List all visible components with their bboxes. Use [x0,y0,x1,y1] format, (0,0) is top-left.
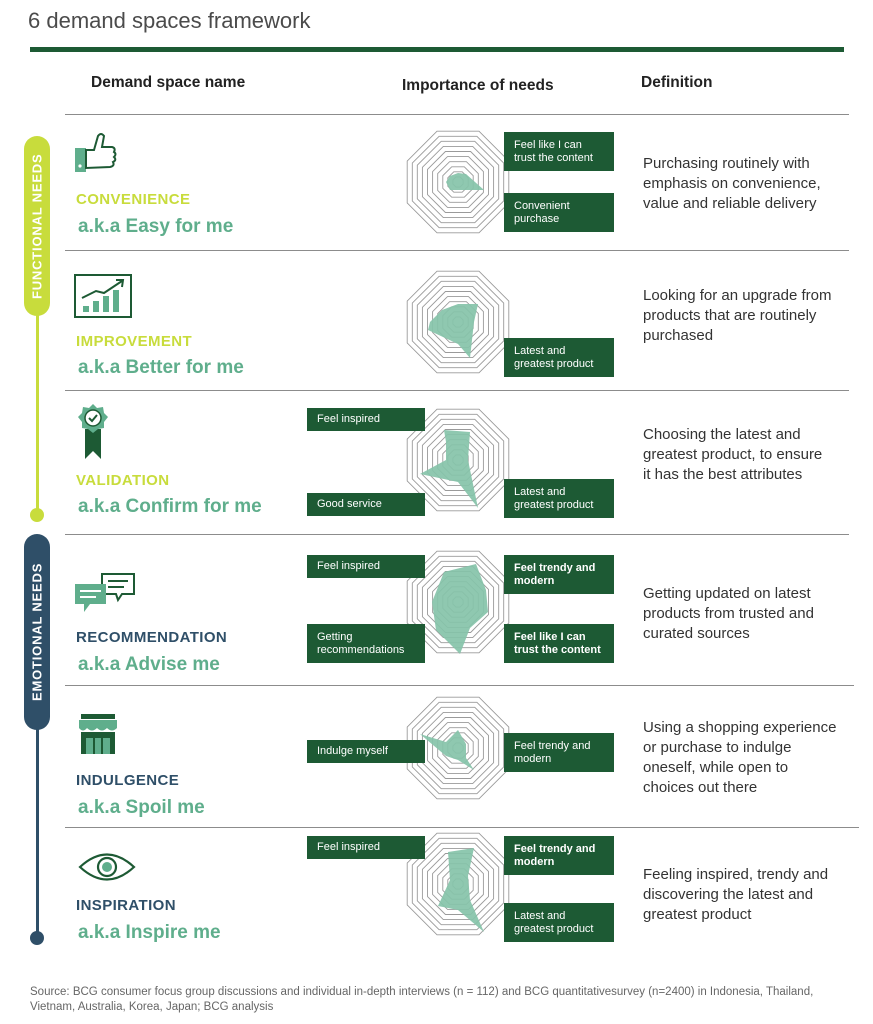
radar-convenience [401,125,515,239]
source-note: Source: BCG consumer focus group discussions and individual in-depth interviews (n = 112) and BCG quantitativesurvey (n=2400) in Indonesia, Thailand, Vietnam, Australia, Korea, Japan; BCG analysis [30,986,814,1013]
title-rule [30,47,844,52]
functional-needs-label: FUNCTIONAL NEEDS [24,136,50,316]
row-separator [65,250,849,251]
aka-recommendation: a.k.a Advise me [78,654,220,675]
need-label: Getting recommendations [307,624,425,663]
aka-inspiration: a.k.a Inspire me [78,922,221,943]
emotional-line [36,720,39,938]
header-definition: Definition [641,74,713,91]
radar-shape [420,430,478,508]
need-label: Feel inspired [307,836,425,859]
growth-chart-icon [74,274,132,323]
need-label: Indulge myself [307,740,425,763]
need-label: Latest and greatest product [504,338,614,377]
definition-indulgence: Using a shopping experience or purchase to indulge oneself, while open to choices out there [643,719,837,796]
space-name-recommendation: RECOMMENDATION [76,629,228,646]
space-name-improvement: IMPROVEMENT [76,333,193,350]
space-name-convenience: CONVENIENCE [76,191,191,208]
need-label: Feel like I can trust the content [504,132,614,171]
emotional-end-dot [30,931,44,945]
need-label: Feel trendy and modern [504,836,614,875]
storefront-icon [78,712,118,761]
definition-convenience: Purchasing routinely with emphasis on convenience, value and reliable delivery [643,155,821,212]
row-separator [65,114,849,115]
space-name-validation: VALIDATION [76,472,170,489]
definition-recommendation: Getting updated on latest products from trusted and curated sources [643,585,814,642]
functional-end-dot [30,508,44,522]
row-separator [65,685,854,686]
emotional-needs-label: EMOTIONAL NEEDS [24,534,50,730]
need-label: Latest and greatest product [504,479,614,518]
need-label: Feel like I can trust the content [504,624,614,663]
radar-shape [432,564,488,654]
functional-line [36,290,39,515]
page-title: 6 demand spaces framework [28,8,311,33]
row-separator [65,534,849,535]
radar-shape [420,730,474,770]
award-badge-icon [78,403,108,466]
need-label: Feel trendy and modern [504,733,614,772]
need-label: Feel trendy and modern [504,555,614,594]
need-label: Good service [307,493,425,516]
header-name: Demand space name [91,74,246,91]
need-label: Feel inspired [307,408,425,431]
aka-improvement: a.k.a Better for me [78,357,244,378]
header-importance: Importance of needs [402,77,554,94]
need-label: Latest and greatest product [504,903,614,942]
definition-improvement: Looking for an upgrade from products that are routinely purchased [643,287,832,344]
aka-validation: a.k.a Confirm for me [78,496,262,517]
aka-indulgence: a.k.a Spoil me [78,797,205,818]
chat-bubbles-icon [74,572,136,621]
eye-icon [78,850,136,889]
definition-inspiration: Feeling inspired, trendy and discovering the latest and greatest product [643,866,829,923]
need-label: Feel inspired [307,555,425,578]
radar-improvement [401,265,515,379]
definition-validation: Choosing the latest and greatest product, to ensure it has the best attributes [643,426,823,483]
aka-convenience: a.k.a Easy for me [78,216,234,237]
space-name-indulgence: INDULGENCE [76,772,180,789]
thumbs-up-icon [74,130,118,179]
space-name-inspiration: INSPIRATION [76,897,176,914]
row-separator [65,390,849,391]
need-label: Convenient purchase [504,193,614,232]
